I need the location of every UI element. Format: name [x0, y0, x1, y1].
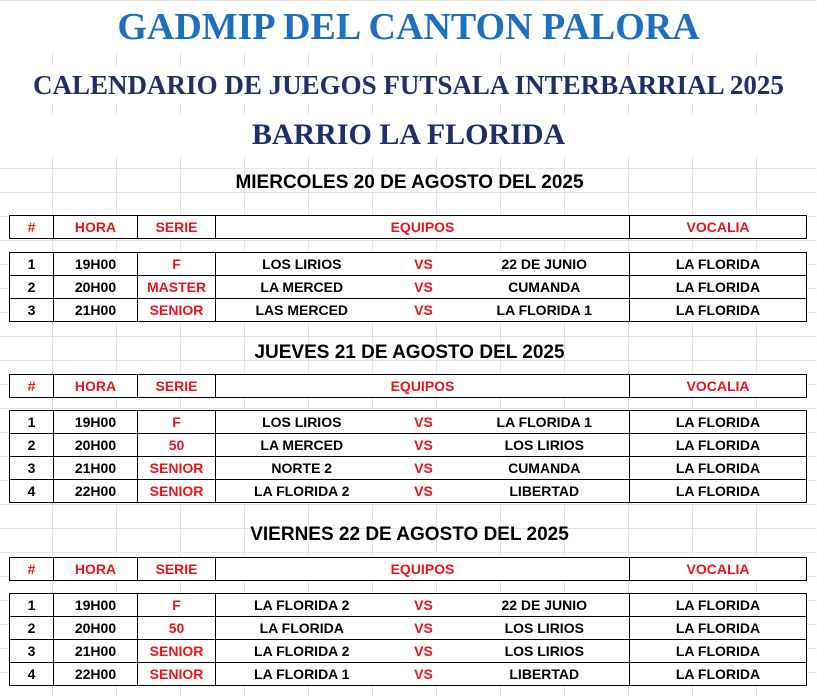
away-team: LOS LIRIOS: [460, 617, 630, 640]
match-num: 3: [10, 299, 54, 322]
match-vocalia: LA FLORIDA: [630, 480, 807, 503]
match-num: 2: [10, 434, 54, 457]
match-num: 3: [10, 457, 54, 480]
col-num: #: [10, 375, 54, 398]
away-team: 22 DE JUNIO: [460, 253, 630, 276]
home-team: LA FLORIDA 2: [216, 480, 388, 503]
vs-label: VS: [388, 594, 460, 617]
match-serie: MASTER: [138, 276, 216, 299]
match-row: [10, 299, 807, 322]
match-row: [10, 457, 807, 480]
col-equipos: EQUIPOS: [216, 558, 630, 581]
vs-label: VS: [388, 457, 460, 480]
match-vocalia: LA FLORIDA: [630, 434, 807, 457]
column-header-row: [9, 557, 807, 581]
col-hora: HORA: [54, 558, 138, 581]
match-row: [10, 253, 807, 276]
match-vocalia: LA FLORIDA: [630, 276, 807, 299]
match-time: 19H00: [54, 411, 138, 434]
match-time: 20H00: [54, 434, 138, 457]
day-title: JUEVES 21 DE AGOSTO DEL 2025: [254, 342, 565, 363]
match-num: 2: [10, 617, 54, 640]
match-vocalia: LA FLORIDA: [630, 457, 807, 480]
home-team: LA MERCED: [216, 434, 388, 457]
match-serie: F: [138, 253, 216, 276]
home-team: NORTE 2: [216, 457, 388, 480]
match-serie: F: [138, 594, 216, 617]
match-vocalia: LA FLORIDA: [630, 594, 807, 617]
barrio-title: BARRIO LA FLORIDA: [0, 114, 817, 156]
match-vocalia: LA FLORIDA: [630, 411, 807, 434]
vs-label: VS: [388, 663, 460, 686]
match-num: 1: [10, 411, 54, 434]
home-team: LA FLORIDA: [216, 617, 388, 640]
home-team: LA FLORIDA 1: [216, 663, 388, 686]
column-header-row: [9, 374, 807, 398]
match-time: 22H00: [54, 480, 138, 503]
match-time: 21H00: [54, 640, 138, 663]
away-team: CUMANDA: [460, 276, 630, 299]
match-vocalia: LA FLORIDA: [630, 663, 807, 686]
col-hora: HORA: [54, 375, 138, 398]
match-num: 4: [10, 663, 54, 686]
vs-label: VS: [388, 480, 460, 503]
match-serie: 50: [138, 617, 216, 640]
match-time: 21H00: [54, 457, 138, 480]
org-title: GADMIP DEL CANTON PALORA: [0, 2, 817, 52]
match-num: 2: [10, 276, 54, 299]
home-team: LA MERCED: [216, 276, 388, 299]
match-vocalia: LA FLORIDA: [630, 617, 807, 640]
match-row: [10, 434, 807, 457]
away-team: LIBERTAD: [460, 480, 630, 503]
day-title: VIERNES 22 DE AGOSTO DEL 2025: [250, 524, 569, 545]
home-team: LOS LIRIOS: [216, 253, 388, 276]
match-time: 21H00: [54, 299, 138, 322]
col-equipos: EQUIPOS: [216, 216, 630, 239]
match-row: [10, 594, 807, 617]
col-hora: HORA: [54, 216, 138, 239]
match-serie: F: [138, 411, 216, 434]
day-title: MIERCOLES 20 DE AGOSTO DEL 2025: [235, 172, 584, 193]
away-team: LOS LIRIOS: [460, 640, 630, 663]
vs-label: VS: [388, 299, 460, 322]
col-vocalia: VOCALIA: [630, 216, 807, 239]
match-time: 22H00: [54, 663, 138, 686]
match-vocalia: LA FLORIDA: [630, 253, 807, 276]
col-vocalia: VOCALIA: [630, 558, 807, 581]
vs-label: VS: [388, 276, 460, 299]
match-time: 20H00: [54, 276, 138, 299]
col-num: #: [10, 558, 54, 581]
vs-label: VS: [388, 617, 460, 640]
match-num: 1: [10, 594, 54, 617]
away-team: 22 DE JUNIO: [460, 594, 630, 617]
match-row: [10, 640, 807, 663]
home-team: LOS LIRIOS: [216, 411, 388, 434]
vs-label: VS: [388, 411, 460, 434]
match-time: 20H00: [54, 617, 138, 640]
match-num: 1: [10, 253, 54, 276]
col-serie: SERIE: [138, 216, 216, 239]
match-serie: SENIOR: [138, 299, 216, 322]
col-serie: SERIE: [138, 558, 216, 581]
match-row: [10, 276, 807, 299]
match-time: 19H00: [54, 594, 138, 617]
col-num: #: [10, 216, 54, 239]
home-team: LA FLORIDA 2: [216, 640, 388, 663]
home-team: LAS MERCED: [216, 299, 388, 322]
match-serie: SENIOR: [138, 480, 216, 503]
match-serie: SENIOR: [138, 663, 216, 686]
match-row: [10, 617, 807, 640]
col-vocalia: VOCALIA: [630, 375, 807, 398]
vs-label: VS: [388, 640, 460, 663]
match-serie: SENIOR: [138, 457, 216, 480]
column-header-row: [9, 215, 807, 239]
match-table: [9, 252, 807, 322]
match-vocalia: LA FLORIDA: [630, 640, 807, 663]
vs-label: VS: [388, 434, 460, 457]
away-team: LA FLORIDA 1: [460, 299, 630, 322]
match-num: 4: [10, 480, 54, 503]
away-team: LOS LIRIOS: [460, 434, 630, 457]
calendar-title: CALENDARIO DE JUEGOS FUTSALA INTERBARRIAL 2025: [0, 66, 817, 104]
match-table: [9, 410, 807, 503]
home-team: LA FLORIDA 2: [216, 594, 388, 617]
away-team: CUMANDA: [460, 457, 630, 480]
match-row: [10, 480, 807, 503]
col-serie: SERIE: [138, 375, 216, 398]
col-equipos: EQUIPOS: [216, 375, 630, 398]
vs-label: VS: [388, 253, 460, 276]
away-team: LIBERTAD: [460, 663, 630, 686]
match-row: [10, 663, 807, 686]
match-serie: SENIOR: [138, 640, 216, 663]
match-row: [10, 411, 807, 434]
match-serie: 50: [138, 434, 216, 457]
match-num: 3: [10, 640, 54, 663]
match-time: 19H00: [54, 253, 138, 276]
match-vocalia: LA FLORIDA: [630, 299, 807, 322]
match-table: [9, 593, 807, 686]
away-team: LA FLORIDA 1: [460, 411, 630, 434]
